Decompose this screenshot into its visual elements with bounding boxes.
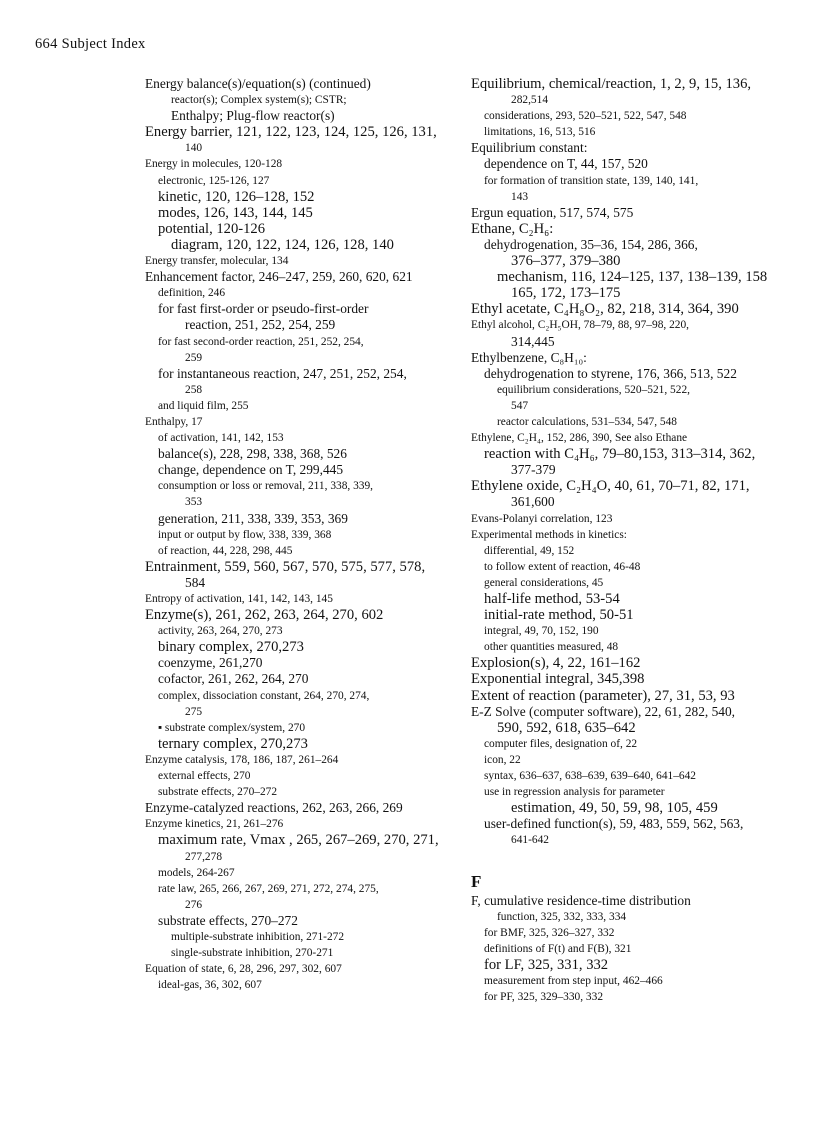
index-entry: reactor(s); Complex system(s); CSTR;: [171, 94, 347, 107]
index-entry: reaction, 251, 252, 254, 259: [185, 317, 336, 333]
index-entry: function, 325, 332, 333, 334: [497, 910, 627, 923]
index-entry: 314,445: [511, 333, 555, 349]
index-entry: cofactor, 261, 262, 264, 270: [158, 671, 309, 687]
index-entry: 258: [185, 383, 203, 396]
index-entry: substrate effects, 270–272: [158, 912, 298, 928]
index-entry: single-substrate inhibition, 270-271: [171, 947, 334, 960]
index-entry: rate law, 265, 266, 267, 269, 271, 272, 274, 275,: [158, 882, 379, 895]
index-entry: initial-rate method, 50-51: [484, 607, 634, 624]
index-entry: modes, 126, 143, 144, 145: [158, 204, 313, 221]
index-entry: 547: [511, 399, 529, 412]
index-entry: Ergun equation, 517, 574, 575: [471, 204, 634, 220]
index-entry: considerations, 293, 520–521, 522, 547, 548: [484, 110, 687, 123]
index-entry: 590, 592, 618, 635–642: [497, 719, 636, 736]
index-entry: 641-642: [511, 834, 549, 847]
index-entry: Ethane, C₂H₆:: [471, 220, 554, 237]
index-entry: multiple-substrate inhibition, 271-272: [171, 930, 345, 943]
index-entry: 165, 172, 173–175: [511, 285, 621, 302]
index-entry: half-life method, 53-54: [484, 591, 620, 607]
index-entry: icon, 22: [484, 753, 521, 766]
index-entry: estimation, 49, 50, 59, 98, 105, 459: [511, 800, 718, 817]
index-entry: dehydrogenation to styrene, 176, 366, 513, 522: [484, 365, 737, 381]
index-entry: Enzyme kinetics, 21, 261–276: [145, 818, 284, 831]
index-entry: 353: [185, 496, 203, 509]
index-entry: Energy in molecules, 120-128: [145, 158, 283, 171]
index-entry: ternary complex, 270,273: [158, 735, 308, 752]
index-entry: for BMF, 325, 326–327, 332: [484, 926, 615, 939]
index-entry: 282,514: [511, 94, 549, 107]
index-entry: ideal-gas, 36, 302, 607: [158, 979, 262, 992]
index-entry: of activation, 141, 142, 153: [158, 432, 284, 445]
index-entry: Entrainment, 559, 560, 567, 570, 575, 577, 578,: [145, 558, 426, 575]
index-entry: use in regression analysis for parameter: [484, 786, 665, 799]
index-entry: for fast second-order reaction, 251, 252, 254,: [158, 335, 364, 348]
index-entry: Enthalpy; Plug-flow reactor(s): [171, 108, 335, 124]
index-entry: E-Z Solve (computer software), 22, 61, 282, 540,: [471, 703, 736, 719]
index-entry: coenzyme, 261,270: [158, 655, 263, 671]
index-entry: Evans-Polanyi correlation, 123: [471, 512, 613, 525]
index-entry: Exponential integral, 345,398: [471, 671, 645, 688]
index-entry: for fast first-order or pseudo-first-order: [158, 301, 369, 317]
index-entry: reaction with C₄H₆, 79–80,153, 313–314, 362,: [484, 446, 756, 463]
index-entry: substrate effects, 270–272: [158, 786, 278, 799]
index-entry: change, dependence on T, 299,445: [158, 462, 344, 478]
index-entry: Enzyme catalysis, 178, 186, 187, 261–264: [145, 753, 339, 766]
index-entry: 584: [185, 574, 206, 590]
index-entry: for instantaneous reaction, 247, 251, 252, 254,: [158, 365, 407, 381]
index-entry: 276: [185, 898, 203, 911]
index-entry: Experimental methods in kinetics:: [471, 528, 627, 541]
index-entry: syntax, 636–637, 638–639, 639–640, 641–642: [484, 770, 696, 783]
index-entry: mechanism, 116, 124–125, 137, 138–139, 158: [497, 269, 768, 286]
index-column-right: [471, 76, 771, 1005]
index-entry: 361,600: [511, 494, 555, 510]
index-entry: 376–377, 379–380: [511, 253, 621, 270]
index-entry: external effects, 270: [158, 770, 251, 783]
index-entry: Extent of reaction (parameter), 27, 31, 53, 93: [471, 687, 735, 704]
index-entry: Enthalpy, 17: [145, 415, 203, 428]
index-entry: equilibrium considerations, 520–521, 522,: [497, 383, 690, 396]
index-entry: Ethylene oxide, C₂H₄O, 40, 61, 70–71, 82, 171,: [471, 478, 750, 495]
index-entry: and liquid film, 255: [158, 399, 249, 412]
index-entry: complex, dissociation constant, 264, 270, 274,: [158, 689, 370, 702]
index-entry: kinetic, 120, 126–128, 152: [158, 188, 315, 205]
index-entry: of reaction, 44, 228, 298, 445: [158, 544, 293, 557]
index-entry: 259: [185, 351, 203, 364]
index-entry: generation, 211, 338, 339, 353, 369: [158, 510, 348, 526]
index-entry: Equation of state, 6, 28, 296, 297, 302, 607: [145, 963, 342, 976]
index-entry: electronic, 125-126, 127: [158, 174, 270, 187]
index-entry: models, 264-267: [158, 866, 235, 879]
index-entry: 377-379: [511, 462, 556, 478]
index-entry: Ethylbenzene, C₈H₁₀:: [471, 349, 587, 365]
index-entry: Ethyl alcohol, C₂H₅OH, 78–79, 88, 97–98, 220,: [471, 319, 690, 332]
index-entry: definition, 246: [158, 287, 226, 300]
index-entry: Energy balance(s)/equation(s) (continued): [145, 76, 371, 91]
index-entry: for LF, 325, 331, 332: [484, 956, 609, 973]
index-entry: potential, 120-126: [158, 220, 266, 237]
index-entry: Enzyme(s), 261, 262, 263, 264, 270, 602: [145, 607, 384, 624]
index-entry: activity, 263, 264, 270, 273: [158, 625, 283, 638]
index-entry: dehydrogenation, 35–36, 154, 286, 366,: [484, 236, 698, 252]
index-entry: 143: [511, 190, 529, 203]
index-entry: to follow extent of reaction, 46-48: [484, 560, 641, 573]
index-entry: Explosion(s), 4, 22, 161–162: [471, 655, 641, 672]
index-entry: other quantities measured, 48: [484, 641, 619, 654]
index-entry: Energy barrier, 121, 122, 123, 124, 125, 126, 131,: [145, 124, 437, 141]
index-entry: differential, 49, 152: [484, 544, 575, 557]
section-letter: F: [471, 871, 482, 891]
index-column-left: [145, 76, 445, 993]
index-entry: Equilibrium constant:: [471, 140, 588, 156]
index-entry: definitions of F(t) and F(B), 321: [484, 942, 632, 955]
index-entry: Equilibrium, chemical/reaction, 1, 2, 9, 15, 136,: [471, 76, 752, 92]
index-entry: 275: [185, 705, 203, 718]
index-entry: binary complex, 270,273: [158, 639, 304, 656]
index-entry: input or output by flow, 338, 339, 368: [158, 528, 332, 541]
index-entry: Energy transfer, molecular, 134: [145, 255, 289, 268]
index-entry: ▪ substrate complex/system, 270: [158, 721, 306, 734]
index-entry: user-defined function(s), 59, 483, 559, 562, 563,: [484, 816, 744, 832]
index-entry: balance(s), 228, 298, 338, 368, 526: [158, 446, 347, 462]
index-entry: for formation of transition state, 139, 140, 141,: [484, 174, 699, 187]
index-entry: computer files, designation of, 22: [484, 737, 638, 750]
index-entry: reactor calculations, 531–534, 547, 548: [497, 415, 677, 428]
index-entry: limitations, 16, 513, 516: [484, 126, 596, 139]
index-entry: measurement from step input, 462–466: [484, 974, 663, 987]
index-entry: dependence on T, 44, 157, 520: [484, 156, 648, 172]
index-entry: 277,278: [185, 850, 223, 863]
index-entry: diagram, 120, 122, 124, 126, 128, 140: [171, 236, 394, 253]
index-entry: general considerations, 45: [484, 576, 604, 589]
index-entry: for PF, 325, 329–330, 332: [484, 991, 604, 1004]
index-entry: F, cumulative residence-time distribution: [471, 892, 691, 908]
index-entry: consumption or loss or removal, 211, 338, 339,: [158, 480, 374, 493]
index-entry: maximum rate, Vmax , 265, 267–269, 270, 271,: [158, 832, 439, 849]
index-entry: 140: [185, 142, 203, 155]
index-entry: Enzyme-catalyzed reactions, 262, 263, 266, 269: [145, 800, 403, 816]
index-entry: Ethyl acetate, C₄H₈O₂, 82, 218, 314, 364, 390: [471, 301, 739, 318]
index-entry: Entropy of activation, 141, 142, 143, 145: [145, 593, 333, 605]
index-entry: Enhancement factor, 246–247, 259, 260, 620, 621: [145, 269, 413, 285]
index-entry: Ethylene, C₂H₄, 152, 286, 390, See also Ethane: [471, 432, 688, 445]
page-header: 664 Subject Index: [35, 36, 146, 52]
index-entry: integral, 49, 70, 152, 190: [484, 625, 599, 638]
